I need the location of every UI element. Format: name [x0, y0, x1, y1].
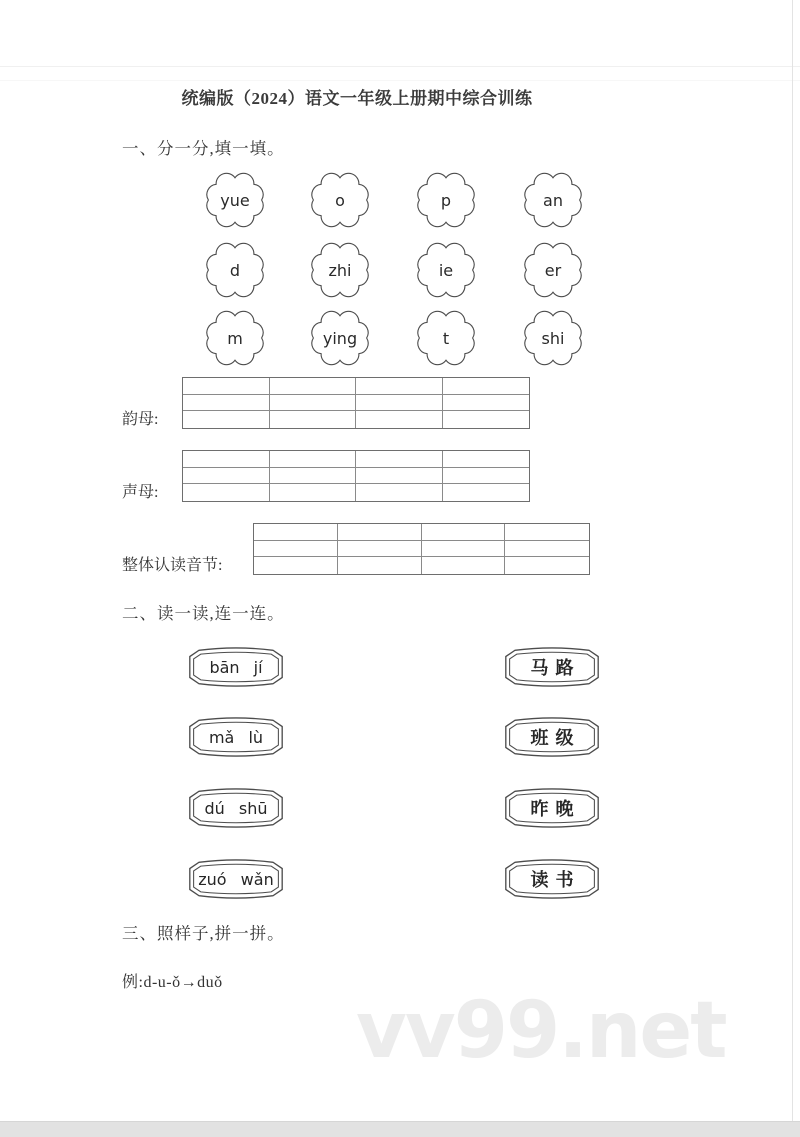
pinyin-card-label: mǎ lù: [208, 727, 264, 747]
table-cell: [338, 541, 422, 558]
page-top-edge: [0, 66, 800, 67]
initials-table-label: 声母:: [122, 484, 159, 501]
hanzi-card-label: 读书: [530, 870, 581, 890]
initials-answer-table: [182, 450, 530, 502]
table-cell: [356, 378, 443, 395]
flower-label: yue: [220, 190, 250, 210]
table-cell: [422, 541, 506, 558]
flower-label: an: [543, 190, 563, 210]
flower-bubble: [303, 168, 377, 232]
flower-bubble: [409, 306, 483, 370]
flower-bubble: [198, 168, 272, 232]
flower-bubble: [303, 238, 377, 302]
table-cell: [356, 468, 443, 485]
pinyin-card-label: zuó wǎn: [198, 869, 274, 889]
table-cell: [356, 451, 443, 468]
hanzi-card: [501, 717, 603, 757]
table-cell: [270, 411, 357, 428]
table-cell: [422, 524, 506, 541]
flower-label: t: [442, 328, 450, 348]
table-cell: [183, 451, 270, 468]
flower-label: ie: [438, 260, 454, 280]
pinyin-card-label: dú shū: [204, 798, 268, 818]
flower-bubble: [516, 168, 590, 232]
hanzi-card-label: 马路: [530, 658, 581, 678]
table-cell: [254, 524, 338, 541]
flower-label: o: [335, 190, 345, 210]
section-two-heading: 二、读一读,连一连。: [122, 604, 285, 623]
table-cell: [443, 378, 530, 395]
pinyin-card: [185, 859, 287, 899]
table-cell: [254, 557, 338, 574]
table-cell: [443, 451, 530, 468]
table-cell: [422, 557, 506, 574]
table-cell: [338, 524, 422, 541]
flower-bubble: [516, 238, 590, 302]
whole-syllables-answer-table: [253, 523, 590, 575]
table-cell: [356, 395, 443, 412]
table-cell: [183, 411, 270, 428]
table-cell: [443, 395, 530, 412]
table-cell: [338, 557, 422, 574]
flower-bubble: [198, 306, 272, 370]
pinyin-card: [185, 647, 287, 687]
section-three-heading: 三、照样子,拼一拼。: [122, 924, 285, 943]
flower-label: p: [440, 190, 452, 210]
table-cell: [505, 541, 589, 558]
finals-table-label: 韵母:: [122, 411, 159, 428]
flower-label: shi: [541, 328, 565, 348]
watermark-text: vv99.net: [356, 986, 726, 1076]
table-cell: [356, 411, 443, 428]
flower-bubble: [516, 306, 590, 370]
table-cell: [183, 395, 270, 412]
finals-answer-table: [182, 377, 530, 429]
table-cell: [356, 484, 443, 501]
flower-label: ying: [322, 328, 358, 348]
flower-label: d: [229, 260, 241, 280]
hanzi-card-label: 昨晚: [530, 799, 581, 819]
table-cell: [270, 378, 357, 395]
table-cell: [270, 451, 357, 468]
hanzi-card: [501, 788, 603, 828]
flower-label: er: [544, 260, 562, 280]
flower-label: m: [227, 328, 243, 348]
table-cell: [443, 468, 530, 485]
table-cell: [183, 378, 270, 395]
spelling-example: 例:d-u-ǒ→duǒ: [122, 974, 223, 991]
table-cell: [183, 468, 270, 485]
table-cell: [254, 541, 338, 558]
table-cell: [505, 557, 589, 574]
hanzi-card: [501, 647, 603, 687]
flower-bubble: [303, 306, 377, 370]
pinyin-card-label: bān jí: [209, 657, 263, 677]
table-cell: [270, 468, 357, 485]
flower-label: zhi: [328, 260, 352, 280]
page-right-edge: [792, 0, 793, 1121]
hanzi-card: [501, 859, 603, 899]
table-cell: [505, 524, 589, 541]
table-cell: [270, 395, 357, 412]
pinyin-card: [185, 788, 287, 828]
page-bottom-margin: [0, 1121, 800, 1137]
flower-bubble: [198, 238, 272, 302]
scan-artifact-line: [0, 80, 800, 81]
table-cell: [270, 484, 357, 501]
pinyin-card: [185, 717, 287, 757]
flower-bubble: [409, 168, 483, 232]
table-cell: [443, 411, 530, 428]
hanzi-card-label: 班级: [530, 728, 581, 748]
whole-syllables-table-label: 整体认读音节:: [122, 557, 223, 574]
page-title: 统编版（2024）语文一年级上册期中综合训练: [181, 89, 533, 108]
section-one-heading: 一、分一分,填一填。: [122, 139, 285, 158]
flower-bubble: [409, 238, 483, 302]
table-cell: [443, 484, 530, 501]
table-cell: [183, 484, 270, 501]
